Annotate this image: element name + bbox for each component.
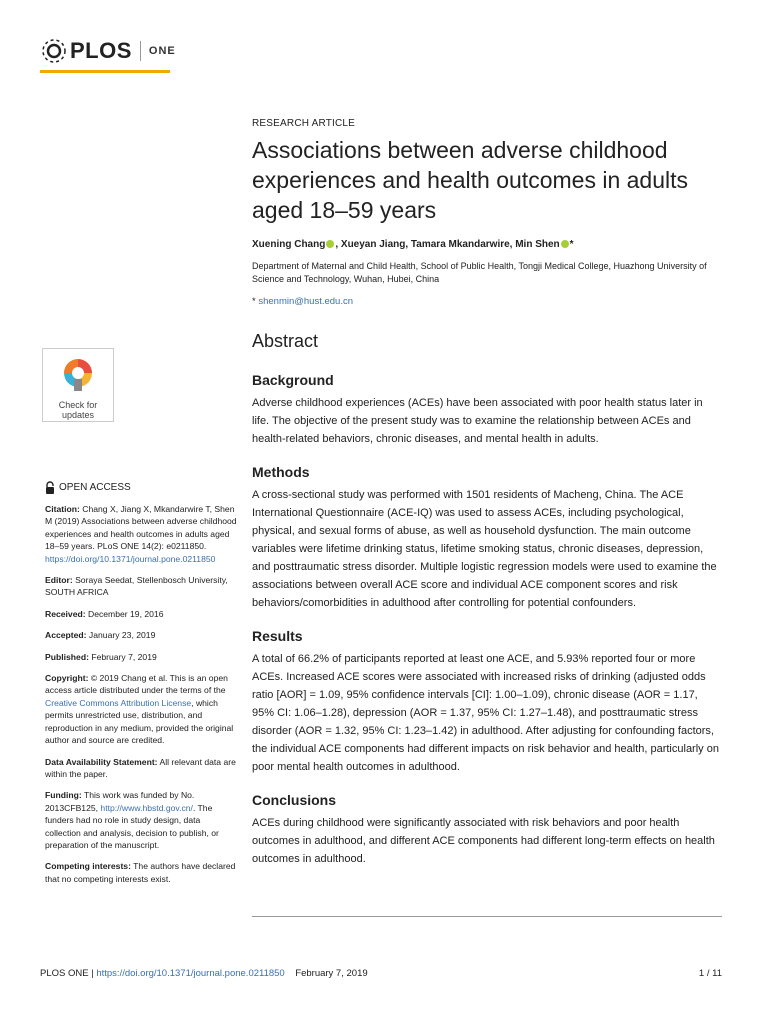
open-access-indicator: OPEN ACCESS — [45, 481, 237, 495]
article-type: RESEARCH ARTICLE — [252, 118, 356, 129]
results-text: A total of 66.2% of participants reported at least one ACE, and 5.93% reported four or more ACEs. Increased ACE scores were associated with increased risks of drinking (adjusted odds ratio [AOR] = 1.09, 95% confidence intervals [CI]: 1.00–1.09), chronic disease (AOR = 1.17, 95% CI: 1.06–1.28), depression (AOR = 1.37, 95% CI: 1.27–1.48), and posttraumatic stress disorder (AOR = 1.32, 95% CI: 1.23–1.42) in adulthood. After adjusting for confounding factors, the individual ACE components had different impacts on risk behavior and health, particularly on poor mental health outcomes in adulthood. — [252, 653, 719, 773]
methods-text: A cross-sectional study was performed with 1501 residents of Macheng, China. The ACE International Questionnaire (ACE-IQ) was used to assess ACEs, including psychological, physical, and sexual forms of abuse, as well as household dysfunction. The main outcome variables were lifetime drinking status, lifetime smoking status, chronic diseases, depression, and posttraumatic stress disorder. Multiple logistic regression models were used to examine the associations between overall ACE score and individual ACE component scores and risk behaviors/comorbidities in adulthood after controlling for potential confounders. — [252, 489, 717, 609]
accepted-date: Accepted: January 23, 2019 — [45, 630, 156, 641]
citation: Citation: Chang X, Jiang X, Mkandarwire T, Shen M (2019) Associations between adverse childhood experiences and health outcomes in adults aged 18–59 years. PLoS ONE 14(2): e0211850. https://doi.org/10.1371/journal.pone.0211850 — [45, 504, 237, 564]
author-list: Xuening Chang , Xueyan Jiang, Tamara Mkandarwire, Min Shen * — [252, 239, 574, 250]
funding-link[interactable]: http://www.hbstd.gov.cn/ — [100, 802, 193, 813]
competing-interests: Competing interests: The authors have declared that no competing interests exist. — [45, 861, 236, 884]
data-availability: Data Availability Statement: All relevant data are within the paper. — [45, 756, 236, 779]
cc-license-link[interactable]: Creative Commons Attribution License — [45, 697, 192, 708]
conclusions-heading: Conclusions — [252, 792, 337, 808]
logo-plos-text: PLOS — [70, 38, 132, 63]
page-number: 1 / 11 — [698, 968, 722, 979]
citation-doi-link[interactable]: https://doi.org/10.1371/journal.pone.0211850 — [45, 553, 216, 564]
crossmark-icon — [58, 355, 98, 393]
funding: Funding: This work was funded by No. 2013CFB125, http://www.hbstd.gov.cn/. The funders had no role in study design, data collection and analysis, decision to publish, or preparation of the manuscript. — [45, 790, 219, 850]
published-date: Published: February 7, 2019 — [45, 651, 157, 662]
copyright: Copyright: © 2019 Chang et al. This is an open access article distributed under the terms of the Creative Commons Attribution License, which permits unrestricted use, distribution, and reproduction in any medium, provided the original author and source are credited. — [45, 673, 234, 746]
abstract-bottom-rule — [252, 916, 722, 917]
page-footer — [40, 968, 722, 979]
orcid-icon[interactable] — [561, 240, 569, 248]
corresponding-author: * shenmin@hust.edu.cn — [252, 296, 354, 307]
check-for-updates-badge[interactable] — [42, 348, 114, 422]
results-heading: Results — [252, 628, 303, 644]
orcid-icon[interactable] — [326, 240, 334, 248]
background-heading: Background — [252, 372, 334, 388]
conclusions-text: ACEs during childhood were significantly associated with risk behaviors and poor health outcomes in adulthood, and different ACE components had different long-term effects on health outcomes in adulthood. — [252, 817, 715, 865]
article-sidebar — [45, 481, 237, 894]
background-text: Adverse childhood experiences (ACEs) have been associated with poor health status later in life. The objective of the present study was to examine the relationship between ACEs and health-related behaviors, chronic diseases, and mental health in adults. — [252, 397, 703, 445]
abstract-heading: Abstract — [252, 331, 319, 351]
editor: Editor: Soraya Seedat, Stellenbosch University, SOUTH AFRICA — [45, 575, 228, 598]
logo-one-text: ONE — [148, 45, 176, 57]
plos-logo-icon — [40, 37, 68, 65]
corresponding-email-link[interactable]: shenmin@hust.edu.cn — [258, 296, 354, 307]
article-title: Associations between adverse childhood experiences and health outcomes in adults aged 18–59 years — [252, 137, 689, 223]
footer-citation: PLOS ONE | https://doi.org/10.1371/journal.pone.0211850 February 7, 2019 — [40, 968, 368, 979]
check-for-updates-label: Check for updates — [58, 400, 98, 420]
header-accent-rule — [40, 70, 170, 73]
affiliation: Department of Maternal and Child Health, School of Public Health, Tongji Medical College, Huazhong University of Science and Technology, Wuhan, Hubei, China — [252, 261, 707, 284]
received-date: Received: December 19, 2016 — [45, 608, 164, 619]
plos-one-logo — [40, 36, 176, 66]
open-access-lock-icon — [45, 481, 55, 495]
article-main — [252, 118, 722, 884]
methods-heading: Methods — [252, 464, 310, 480]
footer-doi-link[interactable]: https://doi.org/10.1371/journal.pone.0211850 — [96, 968, 285, 979]
logo-separator — [140, 41, 141, 61]
